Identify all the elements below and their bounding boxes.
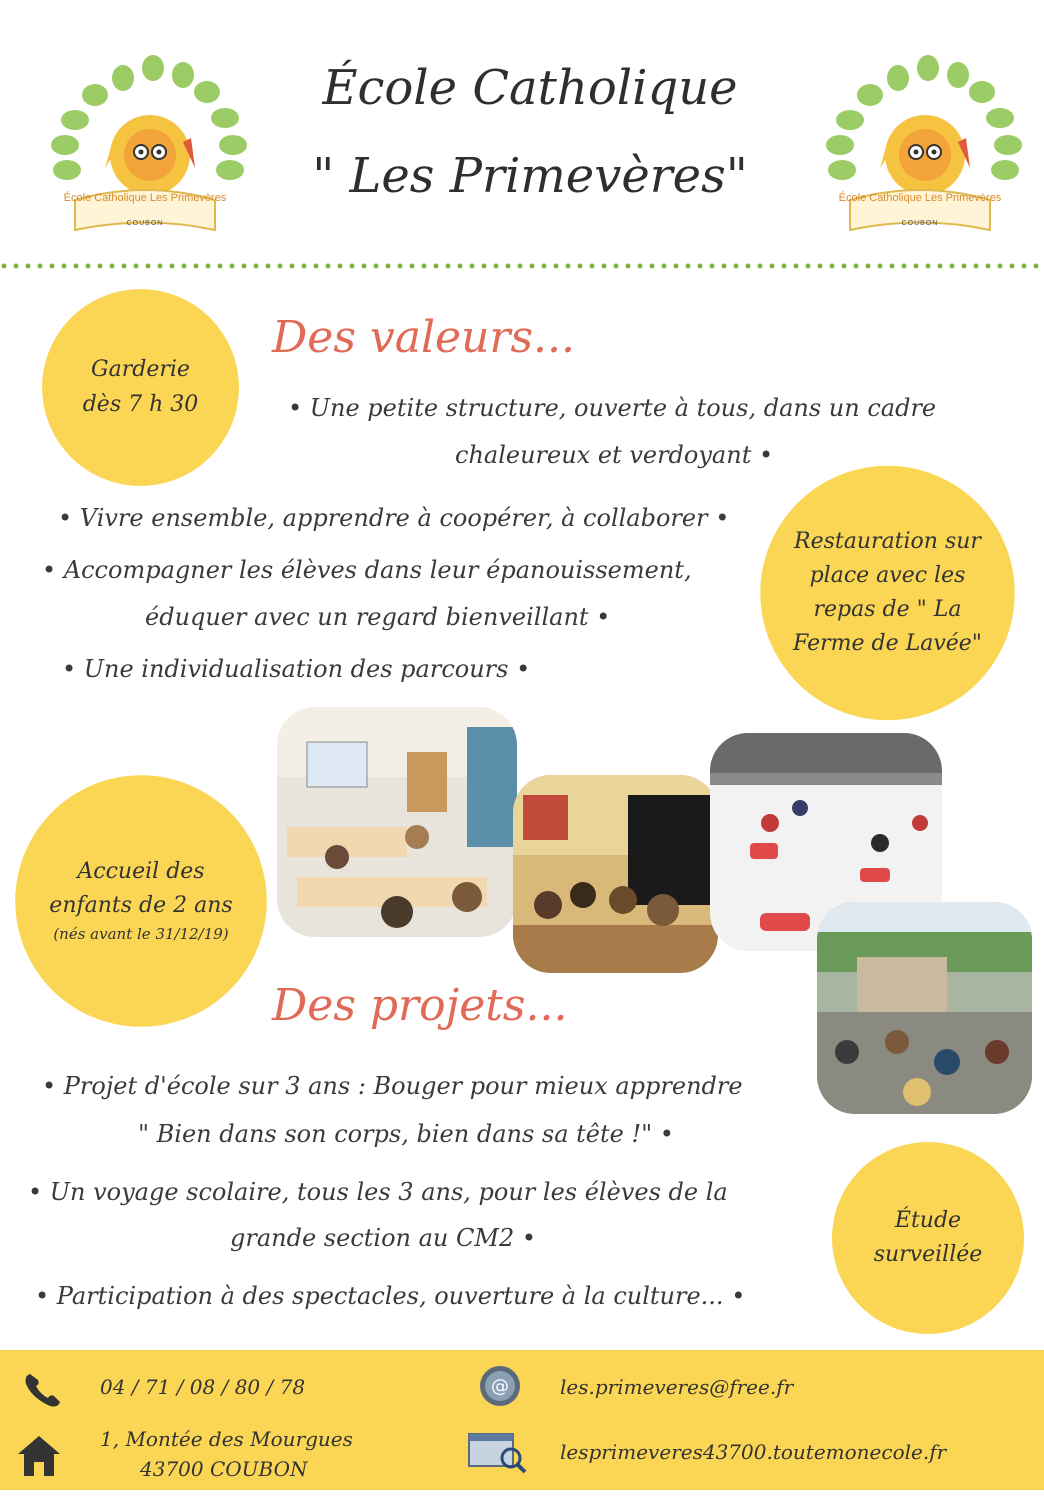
values-heading: Des valeurs... [272,312,575,363]
logo-subtext: COUBON [901,220,939,227]
logo-text: École Catholique Les Primevères [63,192,227,204]
page-title-line1: École Catholique [322,60,738,116]
values-item-1a: • Une petite structure, ouverte à tous, dans un cadre [288,394,937,422]
website-icon [467,1430,529,1478]
logo-text: École Catholique Les Primevères [838,192,1002,204]
badge-garderie-line2: dès 7 h 30 [82,391,199,417]
projects-heading: Des projets... [272,980,568,1031]
badge-etude [828,1138,1028,1338]
badge-restauration [755,458,1020,728]
badge-accueil-line2: enfants de 2 ans [49,893,233,919]
page-title-line2: " Les Primevères" [312,148,748,204]
projects-item-1b: " Bien dans son corps, bien dans sa tête !" • [138,1120,674,1148]
address-line2: 43700 COUBON [140,1457,308,1481]
photo-classroom [277,707,517,937]
badge-restauration-line3: repas de " La [813,597,962,622]
values-item-3a: • Accompagner les élèves dans leur épanouissement, [42,556,692,584]
badge-restauration-line2: place avec les [809,562,966,588]
badge-accueil-line1: Accueil des [77,859,205,885]
badge-garderie-line1: Garderie [91,357,190,383]
values-item-2: • Vivre ensemble, apprendre à coopérer, à collaborer • [58,504,730,532]
badge-etude-line1: Étude [894,1207,962,1233]
home-icon [14,1432,64,1482]
svg-text:@: @ [491,1376,509,1397]
badge-restauration-line4: Ferme de Lavée" [793,631,982,657]
badge-accueil [10,770,272,1032]
phone-number: 04 / 71 / 08 / 80 / 78 [100,1375,306,1399]
badge-garderie [38,285,243,490]
website-url[interactable]: lesprimeveres43700.toutemonecole.fr [560,1440,947,1464]
badge-etude-line2: surveillée [873,1242,983,1267]
phone-icon [22,1370,66,1414]
school-logo-left [35,50,255,250]
projects-item-2a: • Un voyage scolaire, tous les 3 ans, pour les élèves de la [28,1178,728,1206]
values-item-4: • Une individualisation des parcours • [62,655,531,683]
projects-item-1a: • Projet d'école sur 3 ans : Bouger pour mieux apprendre [42,1072,743,1100]
badge-accueil-note: (nés avant le 31/12/19) [53,925,229,944]
photo-storytime [513,775,718,973]
email-address[interactable]: les.primeveres@free.fr [560,1375,794,1399]
dotted-divider [0,263,1044,269]
email-icon [478,1364,522,1412]
photo-outdoor [817,902,1032,1114]
badge-restauration-line1: Restauration sur [794,528,981,554]
logo-subtext: COUBON [126,220,164,227]
values-item-3b: éduquer avec un regard bienveillant • [145,603,611,631]
projects-item-3: • Participation à des spectacles, ouverture à la culture... • [35,1282,746,1310]
contact-footer [0,1350,1044,1490]
school-logo-right [810,50,1030,250]
address-line1: 1, Montée des Mourgues [100,1427,353,1451]
values-item-1b: chaleureux et verdoyant • [455,441,774,469]
projects-item-2b: grande section au CM2 • [230,1224,536,1252]
